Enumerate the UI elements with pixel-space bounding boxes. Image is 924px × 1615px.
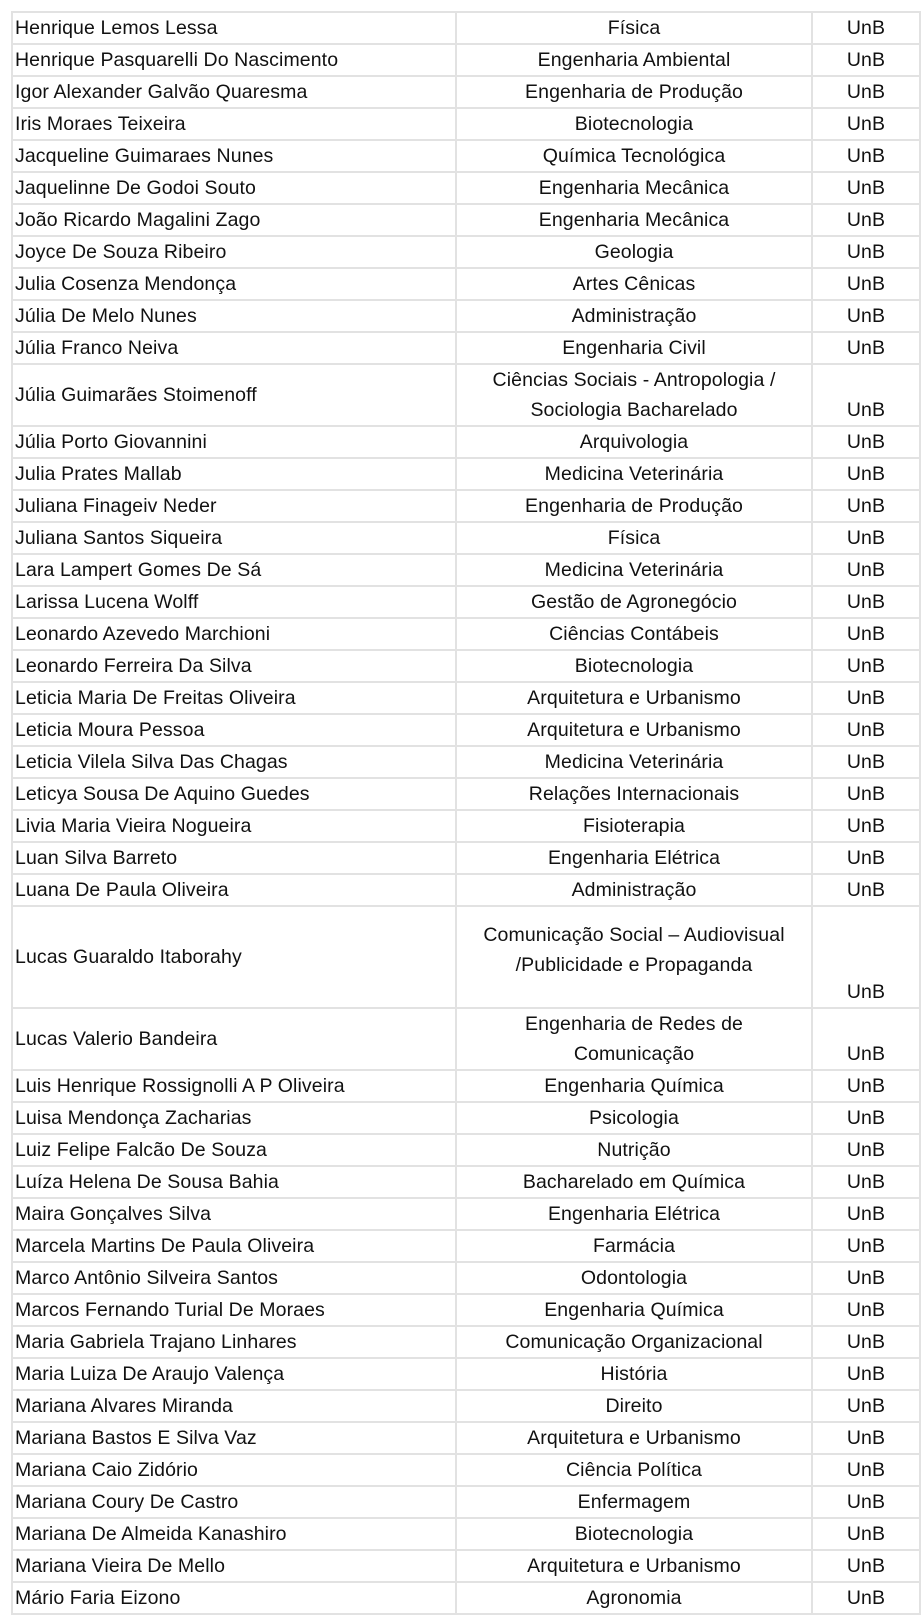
cell-course[interactable] [456,332,812,364]
course-line: Engenharia de Produção [525,81,743,103]
cell-course[interactable] [456,1102,812,1134]
course-line: Engenharia Química [544,1299,724,1321]
cell-institution[interactable]: UnB [812,364,920,426]
cell-institution[interactable]: UnB [812,1454,920,1486]
cell-institution[interactable]: UnB [812,1198,920,1230]
course-line: Arquivologia [579,431,689,453]
course-line: Psicologia [589,1107,679,1129]
cell-institution[interactable]: UnB [812,1518,920,1550]
cell-student-name[interactable]: Livia Maria Vieira Nogueira [12,810,456,842]
cell-course[interactable] [456,490,812,522]
cell-course[interactable] [456,1134,812,1166]
course-line: Comunicação [573,1043,695,1065]
table-row [12,426,920,458]
table-row [12,1518,920,1550]
course-line: Ciências Sociais - Antropologia / [492,369,776,391]
cell-institution[interactable]: UnB [812,268,920,300]
cell-student-name[interactable]: Joyce De Souza Ribeiro [12,236,456,268]
cell-course[interactable] [456,76,812,108]
cell-course[interactable] [456,1230,812,1262]
cell-student-name[interactable]: Lara Lampert Gomes De Sá [12,554,456,586]
course-line: Fisioterapia [583,815,685,837]
table-row [12,1486,920,1518]
cell-student-name[interactable]: Maria Luiza De Araujo Valença [12,1358,456,1390]
table-row [12,746,920,778]
cell-course[interactable] [456,682,812,714]
table-row [12,172,920,204]
course-line: Engenharia Civil [562,337,706,359]
course-line: Agronomia [586,1587,682,1609]
cell-course[interactable] [456,12,812,44]
cell-student-name[interactable]: Mariana Bastos E Silva Vaz [12,1422,456,1454]
cell-student-name[interactable]: Júlia Guimarães Stoimenoff [12,364,456,426]
cell-course[interactable] [456,1518,812,1550]
table-row [12,12,920,44]
course-line: Nutrição [597,1139,671,1161]
cell-institution[interactable]: UnB [812,108,920,140]
table-row [12,140,920,172]
cell-course[interactable] [456,172,812,204]
course-line: Comunicação Social – Audiovisual [483,924,785,946]
cell-institution[interactable]: UnB [812,12,920,44]
cell-student-name[interactable]: Mariana De Almeida Kanashiro [12,1518,456,1550]
table-row [12,1134,920,1166]
cell-student-name[interactable]: Juliana Finageiv Neder [12,490,456,522]
cell-course[interactable] [456,842,812,874]
course-line: Direito [605,1395,663,1417]
cell-institution[interactable]: UnB [812,44,920,76]
cell-course[interactable] [456,300,812,332]
table-row [12,364,920,426]
table-row [12,332,920,364]
cell-student-name[interactable]: Leonardo Azevedo Marchioni [12,618,456,650]
cell-course[interactable] [456,1070,812,1102]
cell-institution[interactable]: UnB [812,1390,920,1422]
cell-student-name[interactable]: João Ricardo Magalini Zago [12,204,456,236]
cell-institution[interactable]: UnB [812,204,920,236]
table-row [12,1294,920,1326]
cell-course[interactable] [456,1358,812,1390]
course-line: Física [607,17,661,39]
cell-student-name[interactable]: Luis Henrique Rossignolli A P Oliveira [12,1070,456,1102]
cell-course[interactable] [456,236,812,268]
cell-student-name[interactable]: Luiz Felipe Falcão De Souza [12,1134,456,1166]
cell-institution[interactable]: UnB [812,842,920,874]
course-line: Biotecnologia [574,113,694,135]
table-row [12,268,920,300]
table-row [12,1390,920,1422]
cell-course[interactable] [456,1582,812,1614]
student-course-table [11,11,921,1615]
cell-student-name[interactable]: Luisa Mendonça Zacharias [12,1102,456,1134]
cell-course[interactable] [456,1422,812,1454]
cell-student-name[interactable]: Lucas Guaraldo Itaborahy [12,906,456,1008]
cell-institution[interactable]: UnB [812,522,920,554]
cell-institution[interactable]: UnB [812,300,920,332]
cell-course[interactable] [456,1294,812,1326]
table-row [12,490,920,522]
cell-institution[interactable]: UnB [812,76,920,108]
cell-student-name[interactable]: Luana De Paula Oliveira [12,874,456,906]
cell-student-name[interactable]: Júlia Franco Neiva [12,332,456,364]
cell-institution[interactable]: UnB [812,1358,920,1390]
table-row [12,714,920,746]
cell-course[interactable] [456,874,812,906]
cell-student-name[interactable]: Júlia Porto Giovannini [12,426,456,458]
cell-student-name[interactable]: Leticia Vilela Silva Das Chagas [12,746,456,778]
course-line: Gestão de Agronegócio [531,591,737,613]
table-row [12,1454,920,1486]
course-line: Comunicação Organizacional [505,1331,763,1353]
cell-institution[interactable]: UnB [812,1582,920,1614]
table-row [12,1550,920,1582]
cell-course[interactable] [456,650,812,682]
table-row [12,458,920,490]
course-line: Administração [571,879,697,901]
table-row [12,1358,920,1390]
cell-institution[interactable]: UnB [812,650,920,682]
cell-student-name[interactable]: Mário Faria Eizono [12,1582,456,1614]
cell-institution[interactable]: UnB [812,1262,920,1294]
cell-course[interactable] [456,778,812,810]
table-row [12,1582,920,1614]
cell-student-name[interactable]: Jaquelinne De Godoi Souto [12,172,456,204]
course-line: Odontologia [580,1267,688,1289]
course-line: Enfermagem [577,1491,691,1513]
course-line: Engenharia Ambiental [537,49,731,71]
table-row [12,618,920,650]
cell-course[interactable] [456,1198,812,1230]
table-row [12,1422,920,1454]
course-line: Biotecnologia [574,1523,694,1545]
table-row [12,874,920,906]
course-line: Engenharia de Redes de [525,1013,743,1035]
course-line: Engenharia Elétrica [547,847,721,869]
table-row [12,1230,920,1262]
cell-student-name[interactable]: Leticia Maria De Freitas Oliveira [12,682,456,714]
course-line: Medicina Veterinária [544,751,724,773]
course-line: Arquitetura e Urbanismo [527,1555,741,1577]
cell-course[interactable] [456,906,812,1008]
cell-institution[interactable]: UnB [812,554,920,586]
cell-student-name[interactable]: Júlia De Melo Nunes [12,300,456,332]
cell-institution[interactable]: UnB [812,172,920,204]
cell-student-name[interactable]: Marcos Fernando Turial De Moraes [12,1294,456,1326]
cell-student-name[interactable]: Julia Cosenza Mendonça [12,268,456,300]
cell-student-name[interactable]: Marcela Martins De Paula Oliveira [12,1230,456,1262]
course-line: Administração [571,305,697,327]
cell-institution[interactable]: UnB [812,714,920,746]
course-line: Relações Internacionais [528,783,740,805]
cell-course[interactable] [456,1326,812,1358]
course-line: Biotecnologia [574,655,694,677]
course-line: Bacharelado em Química [522,1171,746,1193]
cell-institution[interactable]: UnB [812,1422,920,1454]
cell-student-name[interactable]: Larissa Lucena Wolff [12,586,456,618]
cell-course[interactable] [456,1390,812,1422]
course-line: História [600,1363,668,1385]
cell-course[interactable] [456,108,812,140]
cell-student-name[interactable]: Henrique Lemos Lessa [12,12,456,44]
course-line: Física [607,527,661,549]
course-line: Medicina Veterinária [544,559,724,581]
course-line: Arquitetura e Urbanismo [527,687,741,709]
table-row [12,204,920,236]
cell-student-name[interactable]: Marco Antônio Silveira Santos [12,1262,456,1294]
cell-student-name[interactable]: Maria Gabriela Trajano Linhares [12,1326,456,1358]
table-row [12,522,920,554]
cell-course[interactable] [456,364,812,426]
cell-institution[interactable]: UnB [812,458,920,490]
cell-course[interactable] [456,268,812,300]
cell-course[interactable] [456,522,812,554]
table-body [12,12,920,1614]
course-line: Engenharia Mecânica [538,177,730,199]
cell-student-name[interactable]: Leticia Moura Pessoa [12,714,456,746]
table-row [12,650,920,682]
cell-course[interactable] [456,1166,812,1198]
cell-course[interactable] [456,1008,812,1070]
cell-course[interactable] [456,1486,812,1518]
cell-course[interactable] [456,204,812,236]
table-row [12,1008,920,1070]
cell-course[interactable] [456,140,812,172]
cell-course[interactable] [456,44,812,76]
cell-course[interactable] [456,1262,812,1294]
cell-course[interactable] [456,618,812,650]
cell-student-name[interactable]: Iris Moraes Teixeira [12,108,456,140]
table-row [12,1070,920,1102]
cell-institution[interactable]: UnB [812,1070,920,1102]
cell-institution[interactable]: UnB [812,778,920,810]
table-row [12,842,920,874]
table-row [12,1198,920,1230]
cell-student-name[interactable]: Juliana Santos Siqueira [12,522,456,554]
cell-student-name[interactable]: Luan Silva Barreto [12,842,456,874]
cell-course[interactable] [456,554,812,586]
cell-course[interactable] [456,1550,812,1582]
cell-institution[interactable]: UnB [812,618,920,650]
course-line: Engenharia Química [544,1075,724,1097]
cell-student-name[interactable]: Jacqueline Guimaraes Nunes [12,140,456,172]
cell-course[interactable] [456,426,812,458]
cell-institution[interactable]: UnB [812,1166,920,1198]
cell-institution[interactable]: UnB [812,490,920,522]
cell-institution[interactable]: UnB [812,586,920,618]
table-row [12,906,920,1008]
cell-student-name[interactable]: Mariana Coury De Castro [12,1486,456,1518]
cell-institution[interactable]: UnB [812,1326,920,1358]
course-line: /Publicidade e Propaganda [515,954,753,976]
cell-institution[interactable]: UnB [812,746,920,778]
table-row [12,76,920,108]
course-line: Geologia [594,241,674,263]
cell-student-name[interactable]: Igor Alexander Galvão Quaresma [12,76,456,108]
table-row [12,1102,920,1134]
course-line: Medicina Veterinária [544,463,724,485]
course-line: Arquitetura e Urbanismo [527,1427,741,1449]
course-line: Farmácia [592,1235,676,1257]
cell-institution[interactable]: UnB [812,682,920,714]
table-row [12,236,920,268]
cell-student-name[interactable]: Mariana Vieira De Mello [12,1550,456,1582]
cell-course[interactable] [456,458,812,490]
table-row [12,778,920,810]
cell-student-name[interactable]: Henrique Pasquarelli Do Nascimento [12,44,456,76]
cell-student-name[interactable]: Leonardo Ferreira Da Silva [12,650,456,682]
cell-student-name[interactable]: Mariana Caio Zidório [12,1454,456,1486]
cell-institution[interactable]: UnB [812,1102,920,1134]
table-row [12,1326,920,1358]
cell-institution[interactable]: UnB [812,1008,920,1070]
cell-student-name[interactable]: Leticya Sousa De Aquino Guedes [12,778,456,810]
cell-institution[interactable]: UnB [812,140,920,172]
cell-institution[interactable]: UnB [812,236,920,268]
course-line: Química Tecnológica [542,145,726,167]
cell-course[interactable] [456,586,812,618]
table-row [12,44,920,76]
course-line: Ciências Contábeis [549,623,719,645]
cell-institution[interactable]: UnB [812,906,920,1008]
course-line: Arquitetura e Urbanismo [527,719,741,741]
cell-institution[interactable]: UnB [812,1550,920,1582]
cell-course[interactable] [456,714,812,746]
table-row [12,682,920,714]
course-line: Artes Cênicas [572,273,696,295]
cell-student-name[interactable]: Mariana Alvares Miranda [12,1390,456,1422]
course-line: Engenharia Elétrica [547,1203,721,1225]
cell-institution[interactable]: UnB [812,332,920,364]
cell-course[interactable] [456,746,812,778]
table-row [12,586,920,618]
table-row [12,554,920,586]
course-line: Ciência Política [566,1459,702,1481]
table-row [12,300,920,332]
cell-course[interactable] [456,810,812,842]
cell-student-name[interactable]: Julia Prates Mallab [12,458,456,490]
course-line: Sociologia Bacharelado [530,399,738,421]
cell-student-name[interactable]: Maira Gonçalves Silva [12,1198,456,1230]
cell-institution[interactable]: UnB [812,426,920,458]
cell-institution[interactable]: UnB [812,874,920,906]
cell-institution[interactable]: UnB [812,810,920,842]
table-row [12,810,920,842]
cell-institution[interactable]: UnB [812,1134,920,1166]
course-line: Engenharia de Produção [525,495,743,517]
cell-institution[interactable]: UnB [812,1486,920,1518]
cell-student-name[interactable]: Lucas Valerio Bandeira [12,1008,456,1070]
cell-institution[interactable]: UnB [812,1230,920,1262]
course-line: Engenharia Mecânica [538,209,730,231]
cell-institution[interactable]: UnB [812,1294,920,1326]
table-row [12,108,920,140]
table-row [12,1166,920,1198]
table-row [12,1262,920,1294]
cell-course[interactable] [456,1454,812,1486]
cell-student-name[interactable]: Luíza Helena De Sousa Bahia [12,1166,456,1198]
